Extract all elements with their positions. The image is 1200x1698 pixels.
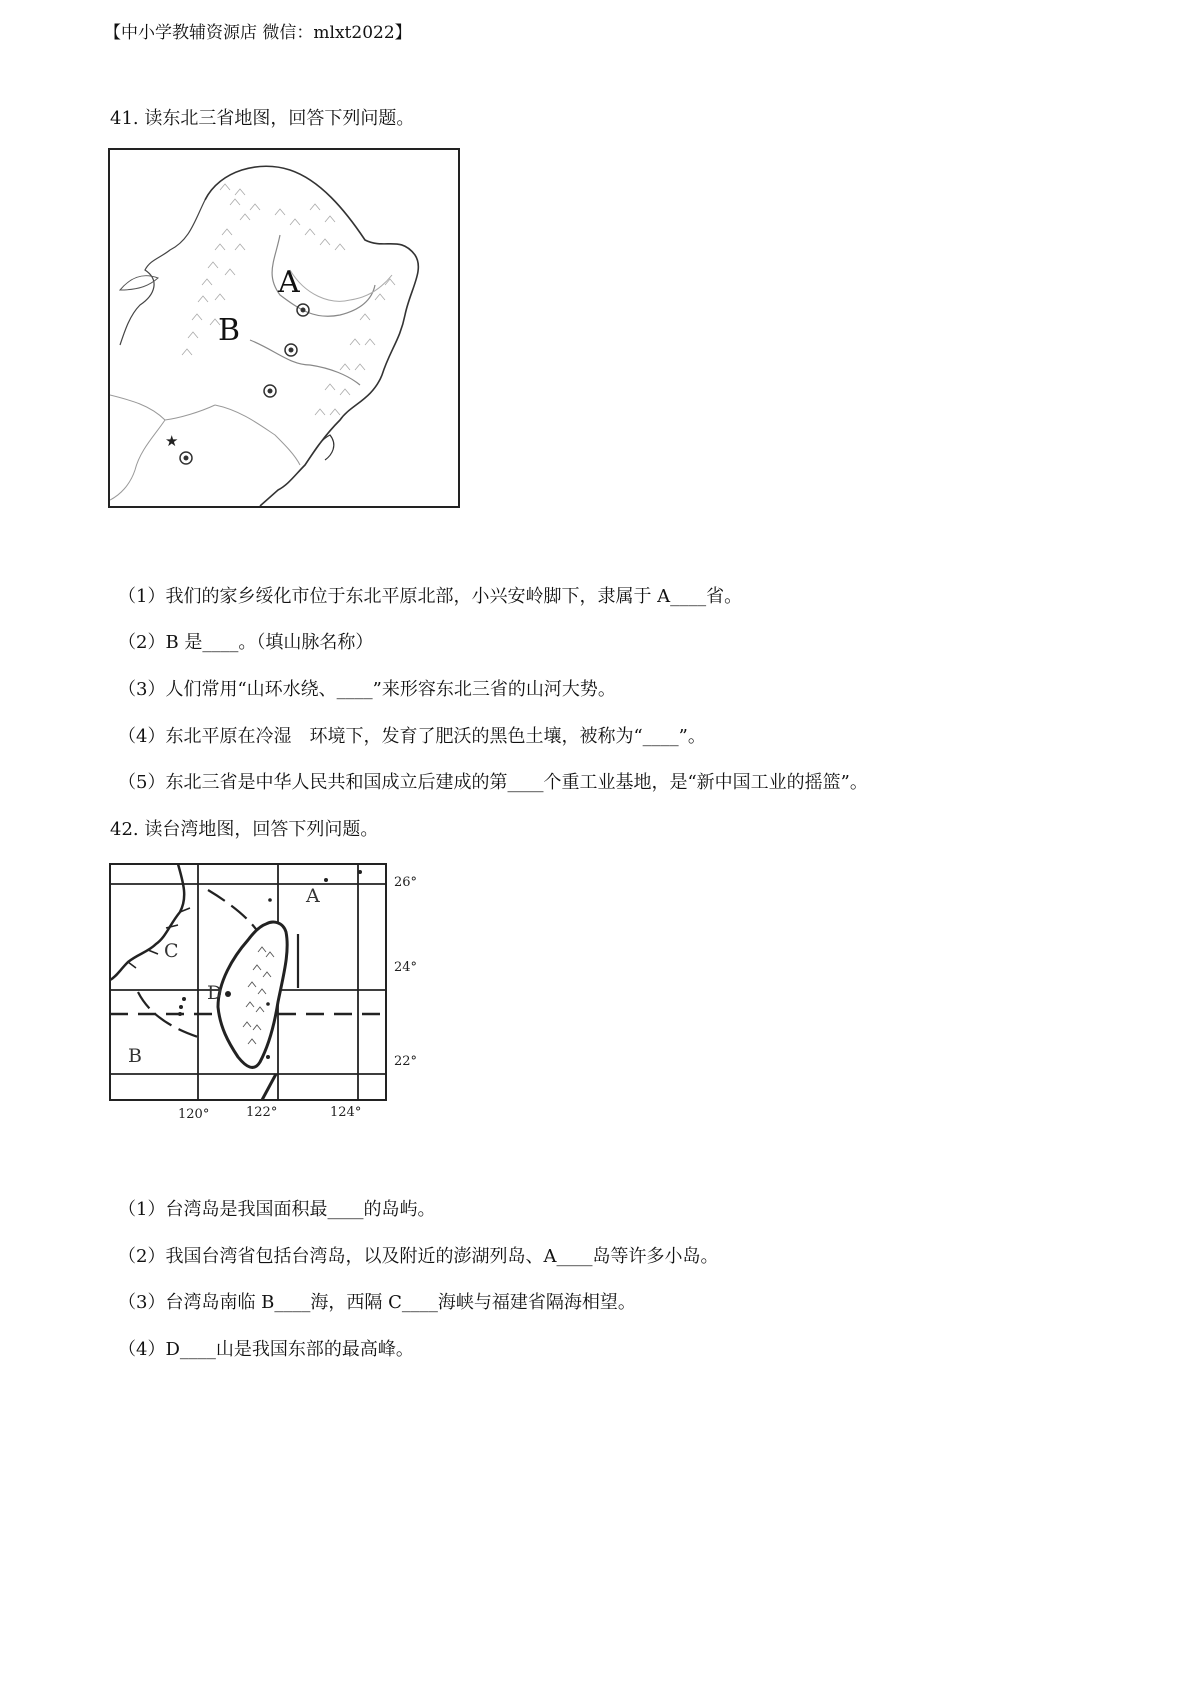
- southern-coast-line: [262, 1074, 276, 1100]
- island-dot: [179, 1005, 183, 1009]
- question-41-item-5: （5）东北三省是中华人民共和国成立后建成的第____个重工业基地，是“新中国工业的摇篮”。: [118, 772, 868, 793]
- question-41-item-4: （4）东北平原在冷湿 环境下，发育了肥沃的黑色土壤，被称为“____”。: [118, 726, 706, 747]
- island-dot: [324, 878, 328, 882]
- northeast-china-map: [108, 148, 460, 508]
- question-42-item-1: （1）台湾岛是我国面积最____的岛屿。: [118, 1199, 436, 1220]
- island-dot: [358, 870, 362, 874]
- label-a: A: [278, 265, 300, 300]
- island-dot: [266, 1055, 270, 1059]
- island-dot: [182, 997, 186, 1001]
- question-41-item-3: （3）人们常用“山环水绕、____”来形容东北三省的山河大势。: [118, 679, 616, 700]
- label-b: B: [218, 313, 241, 348]
- province-boundary-3: [215, 405, 300, 465]
- lat-26-label: 26°: [394, 875, 418, 890]
- question-42-item-4: （4）D____山是我国东部的最高峰。: [118, 1339, 414, 1360]
- island-dot: [178, 1012, 182, 1016]
- label-c: C: [164, 940, 179, 962]
- city-harbin: [297, 304, 309, 316]
- city-changchun: [285, 344, 297, 356]
- label-b: B: [128, 1045, 142, 1067]
- lon-124-label: 124°: [330, 1105, 362, 1120]
- yushan-marker: [225, 991, 231, 997]
- label-a: A: [306, 885, 320, 907]
- southwest-boundary-2: [165, 405, 215, 420]
- label-d: D: [207, 982, 223, 1004]
- island-dot: [268, 898, 272, 902]
- province-boundary-2: [250, 340, 360, 385]
- taiwan-map: [108, 862, 428, 1124]
- lon-120-label: 120°: [178, 1107, 210, 1122]
- mainland-coast-detail: [128, 908, 190, 968]
- island-dot: [266, 1002, 270, 1006]
- question-41-title: 41. 读东北三省地图，回答下列问题。: [110, 108, 415, 129]
- southwest-boundary: [110, 395, 165, 500]
- question-42-item-3: （3）台湾岛南临 B____海，西隔 C____海峡与福建省隔海相望。: [118, 1292, 636, 1313]
- lat-22-label: 22°: [394, 1054, 418, 1069]
- lat-24-label: 24°: [394, 960, 418, 975]
- capital-star-icon: ★: [165, 432, 179, 450]
- question-42-item-2: （2）我国台湾省包括台湾岛，以及附近的澎湖列岛、A____岛等许多小岛。: [118, 1246, 719, 1267]
- lon-122-label: 122°: [246, 1105, 278, 1120]
- coastline: [305, 435, 334, 465]
- question-42-title: 42. 读台湾地图，回答下列问题。: [110, 819, 379, 840]
- city-dalian: [180, 452, 192, 464]
- question-41-item-1: （1）我们的家乡绥化市位于东北平原北部，小兴安岭脚下，隶属于 A____省。: [118, 586, 743, 607]
- watermark-header: 【中小学教辅资源店 微信：mlxt2022】: [104, 23, 412, 43]
- city-shenyang: [264, 385, 276, 397]
- mainland-coast: [110, 864, 184, 980]
- question-41-item-2: （2）B 是____。（填山脉名称）: [118, 632, 374, 653]
- western-border: [120, 200, 205, 345]
- river: [290, 270, 392, 301]
